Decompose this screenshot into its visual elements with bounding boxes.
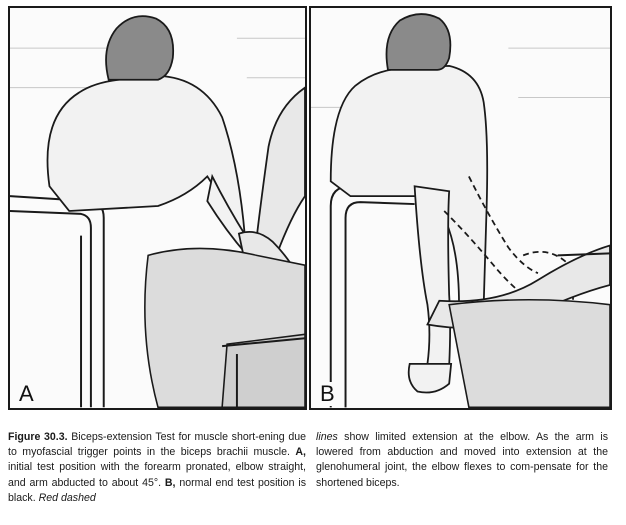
panel-a-drawing — [10, 8, 305, 408]
panel-b-label: B — [317, 382, 338, 406]
panel-b-drawing — [311, 8, 610, 408]
illustration-panel-b — [309, 6, 612, 410]
illustration-panel-a — [8, 6, 307, 410]
caption-italic-right: lines — [316, 431, 338, 443]
figure-caption-right — [316, 430, 608, 491]
caption-marker-a: A, — [295, 446, 306, 459]
examiner-legs — [449, 300, 610, 408]
figure-label: Figure 30.3. — [8, 431, 68, 443]
caption-marker-b: B, — [164, 476, 176, 489]
chair-back — [331, 186, 420, 407]
seated-man — [47, 16, 258, 261]
caption-italic-left: Red dashed — [38, 491, 96, 504]
caption-text-3: normal end test position is black. — [8, 476, 307, 504]
caption-text-right: show limited extension at the elbow. As the arm is lowered from abduction and moved into extension at the glenohumeral joint, the elbow flexes to com-pensate for the shortened biceps. — [316, 431, 608, 489]
chair-back — [10, 196, 104, 407]
caption-text-1: Biceps-extension Test for muscle short-ening due to myofascial trigger points in the biceps brachii muscle. — [8, 431, 306, 459]
examiner-legs — [145, 248, 305, 407]
figure-caption-left — [8, 430, 306, 506]
caption-text-2: initial test position with the forearm pronated, elbow straight, and arm abducted to about 45°. — [8, 461, 306, 489]
panel-a-label: A — [16, 382, 37, 406]
